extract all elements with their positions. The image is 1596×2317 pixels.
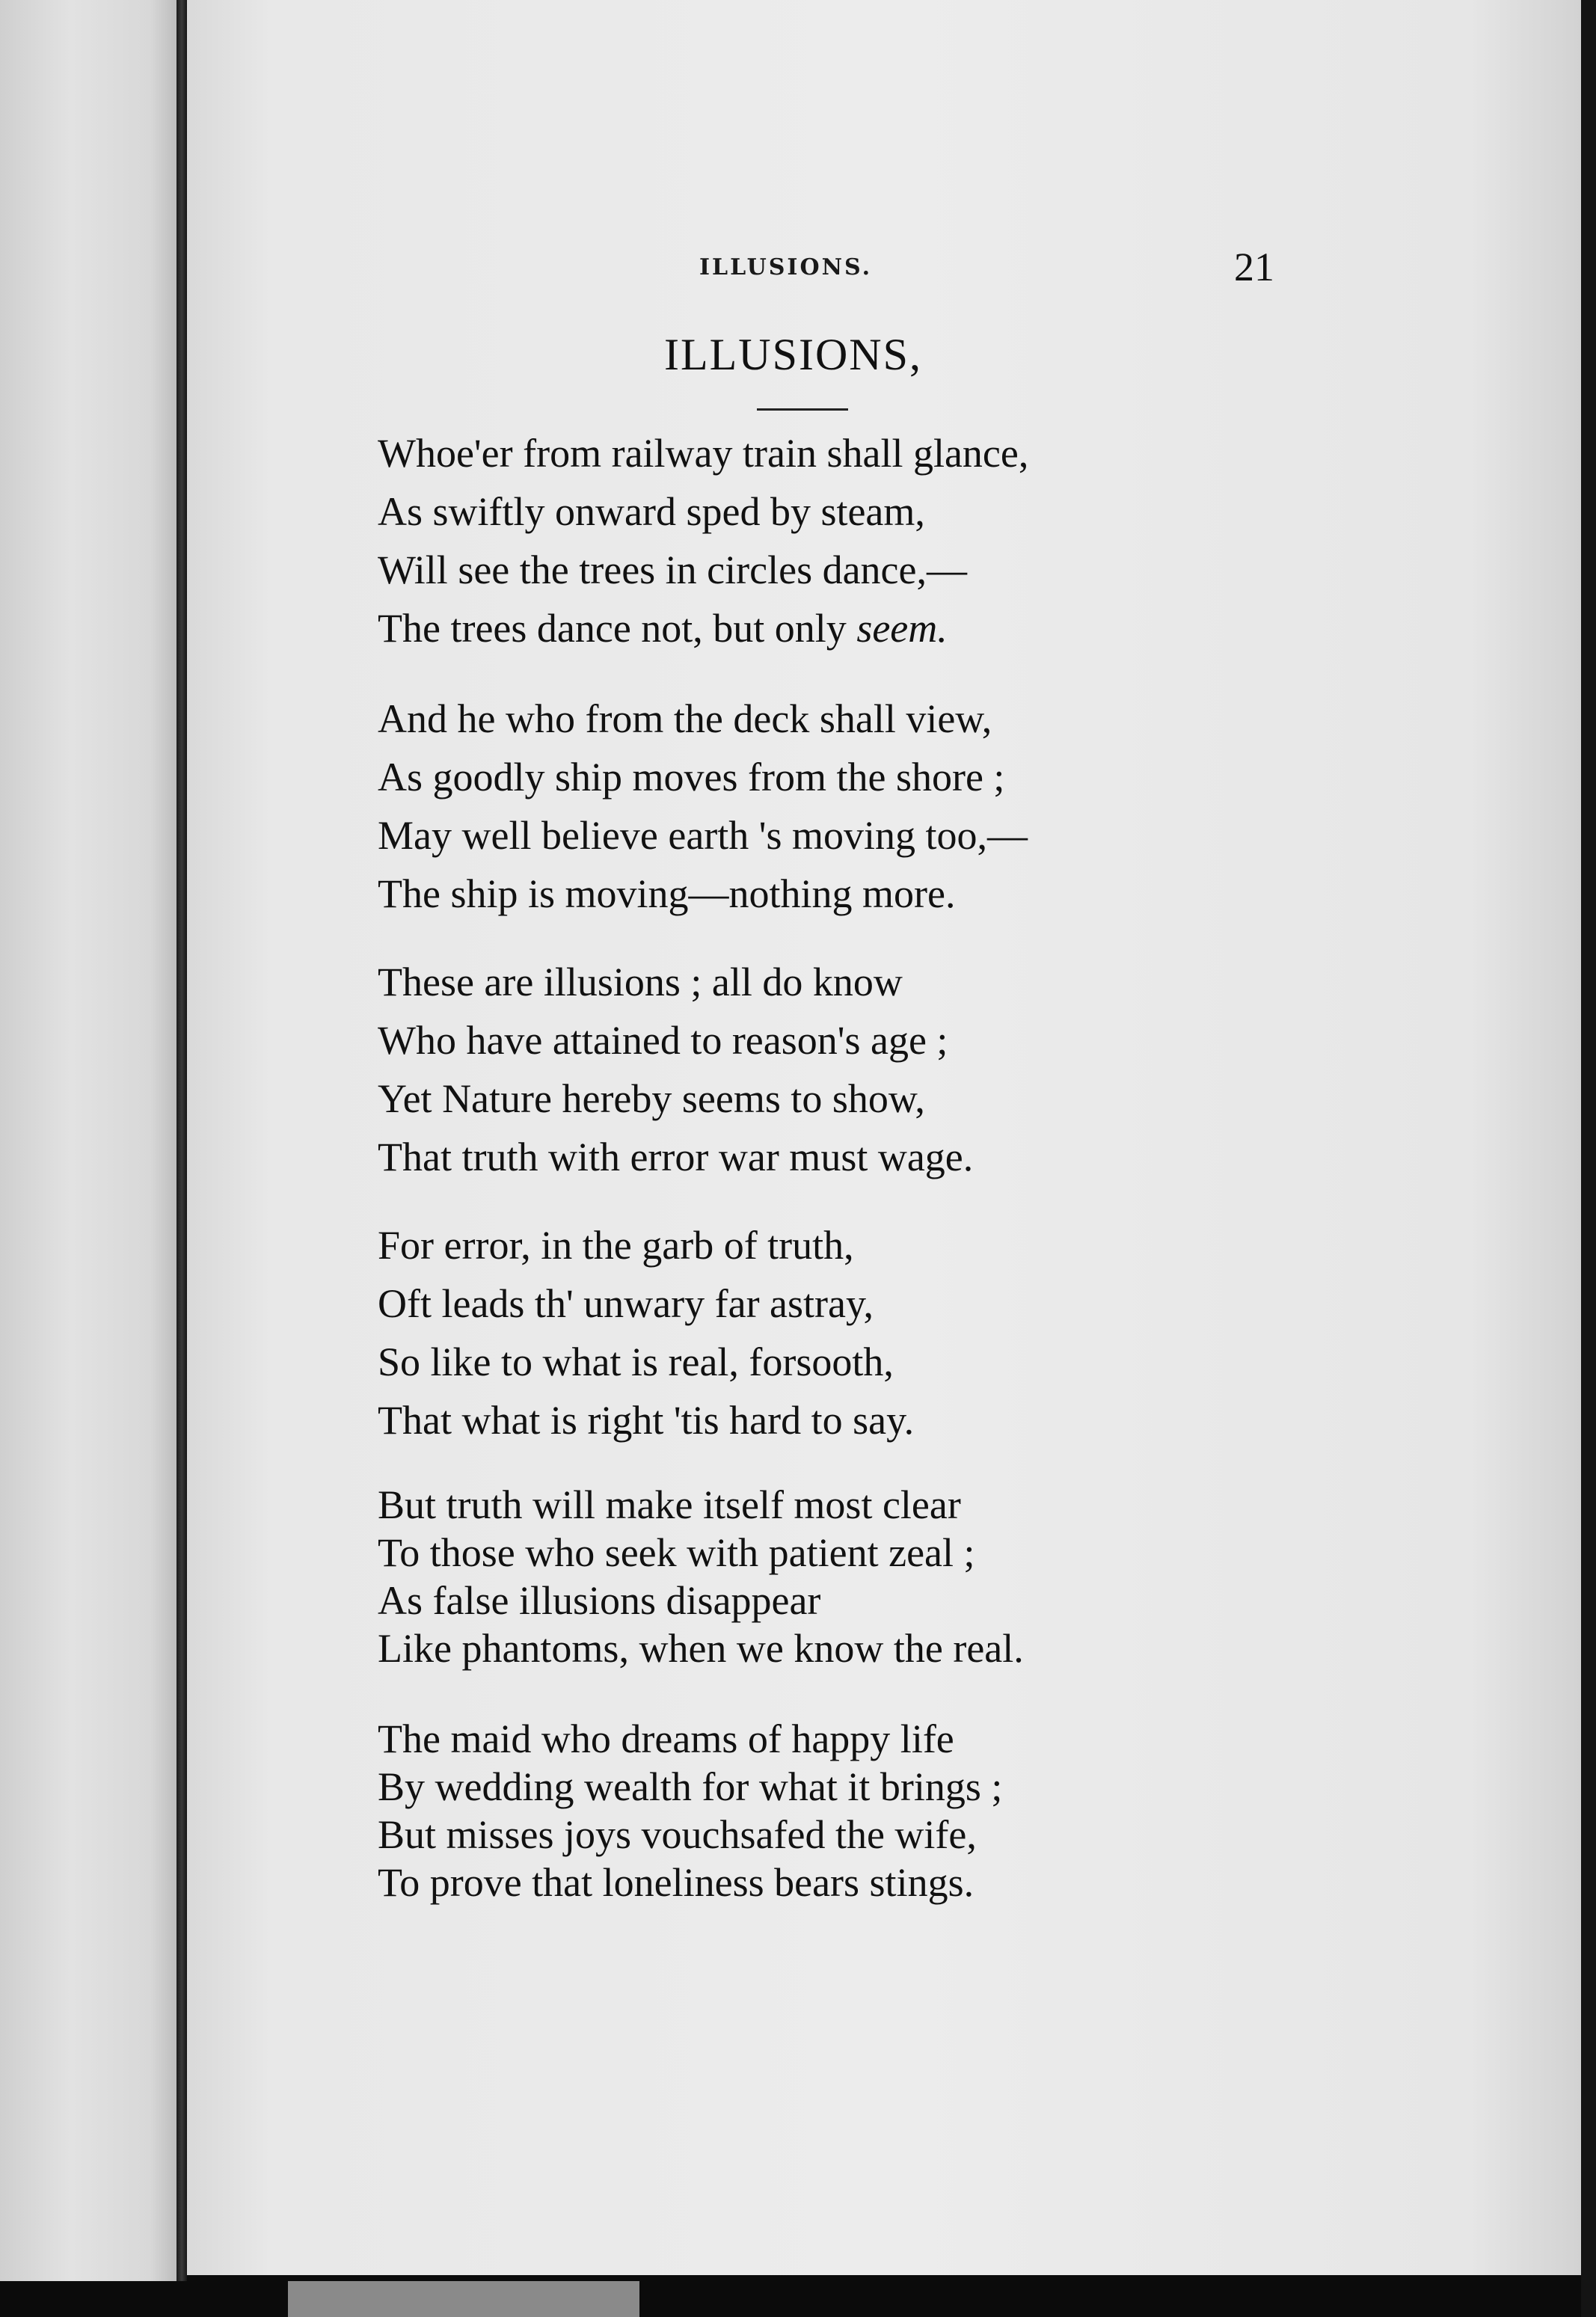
poem-line: To prove that loneliness bears stings. — [378, 1860, 975, 1905]
poem-line: Whoe'er from railway train shall glance, — [378, 431, 1029, 476]
poem-line: For error, in the garb of truth, — [378, 1223, 854, 1268]
poem-line: The maid who dreams of happy life — [378, 1716, 954, 1761]
previous-page-edge — [0, 0, 177, 2281]
poem-line: As goodly ship moves from the shore ; — [378, 755, 1005, 800]
poem-line: The ship is moving—nothing more. — [378, 871, 956, 916]
stanza-1 — [378, 424, 1275, 657]
stanza-5 — [378, 1481, 1275, 1672]
poem-line: But misses joys vouchsafed the wife, — [378, 1812, 977, 1857]
poem-line: To those who seek with patient zeal ; — [378, 1530, 975, 1575]
poem-line: But truth will make itself most clear — [378, 1482, 961, 1527]
poem-line: May well believe earth 's moving too,— — [378, 813, 1028, 858]
poem-line: These are illusions ; all do know — [378, 960, 903, 1004]
poem-line: As swiftly onward sped by steam, — [378, 489, 925, 534]
poem-line: Like phantoms, when we know the real. — [378, 1626, 1024, 1671]
poem-line: Who have attained to reason's age ; — [378, 1018, 948, 1063]
running-header-title: ILLUSIONS. — [699, 254, 873, 280]
poem-line-text: The trees dance not, but only — [378, 606, 847, 651]
poem-line: As false illusions disappear — [378, 1578, 821, 1623]
poem-title: ILLUSIONS, — [664, 330, 922, 379]
stanza-3 — [378, 953, 1275, 1186]
poem-line: Yet Nature hereby seems to show, — [378, 1076, 925, 1121]
poem-line: And he who from the deck shall view, — [378, 696, 992, 741]
poem-line: That what is right 'tis hard to say. — [378, 1398, 915, 1443]
stanza-6 — [378, 1715, 1275, 1906]
bottom-scan-tab — [288, 2281, 639, 2317]
poem-line: By wedding wealth for what it brings ; — [378, 1764, 1003, 1809]
poem-line: That truth with error war must wage. — [378, 1135, 974, 1179]
book-gutter — [177, 0, 187, 2281]
poem-line: Oft leads th' unwary far astray, — [378, 1281, 874, 1326]
emphasized-word: seem. — [856, 606, 948, 651]
poem-line: So like to what is real, forsooth, — [378, 1339, 894, 1384]
poem-line: Will see the trees in circles dance,— — [378, 547, 967, 592]
right-scan-border — [1581, 0, 1596, 2317]
stanza-4 — [378, 1216, 1275, 1449]
page-number: 21 — [1234, 245, 1274, 289]
title-rule — [757, 408, 848, 411]
stanza-2 — [378, 690, 1275, 923]
poem-line — [378, 599, 1275, 657]
